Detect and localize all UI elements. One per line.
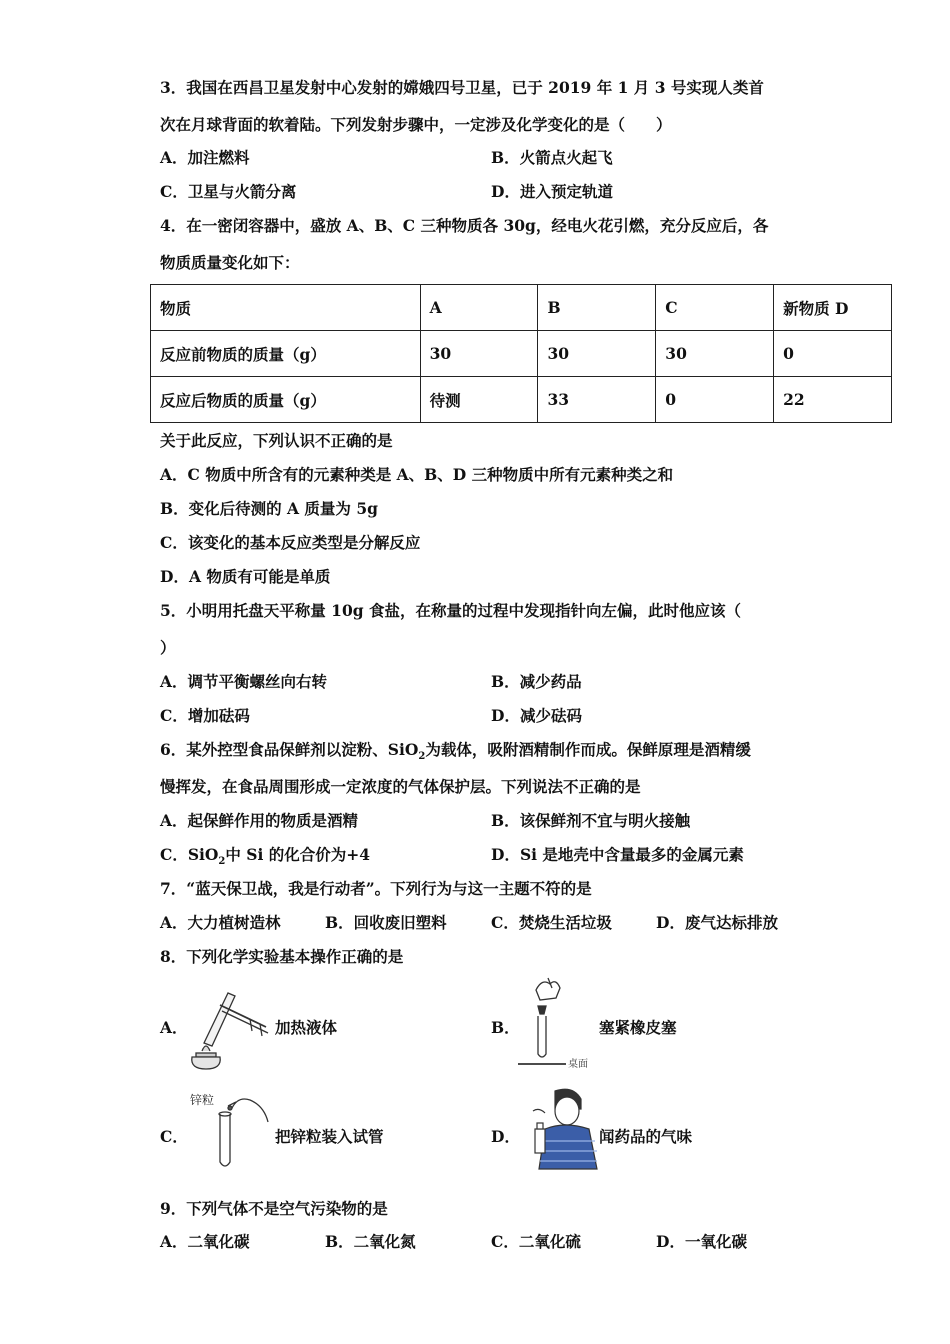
zinc-granule-icon [188,1088,272,1172]
q3-option-d: D．进入预定轨道 [491,182,613,201]
q5-stem-line2: ） [160,638,176,657]
table-cell: 22 [774,377,892,423]
insert-stopper-figure [516,976,598,1072]
q6-option-c: C．SiO$_2$中 Si 的化合价为+4 [160,845,371,868]
q6-stem-line2: 慢挥发，在食品周围形成一定浓度的气体保护层。下列说法不正确的是 [160,777,641,796]
q4-option-d: D．A 物质有可能是单质 [160,567,331,586]
table-header-cell: C [656,285,774,331]
table-cell: 0 [774,331,892,377]
q7-option-d: D．废气达标排放 [656,913,778,932]
table-surface-label: 桌面 [568,1059,588,1070]
q8-option-b-label: 塞紧橡皮塞 [599,1018,677,1037]
q9-option-b: B．二氧化氮 [325,1232,416,1251]
q8-option-c-letter: C． [160,1127,188,1146]
q5-option-b: B．减少药品 [491,672,582,691]
table-cell: 待测 [420,377,538,423]
q5-option-a: A．调节平衡螺丝向右转 [160,672,328,691]
table-header-row [151,285,892,331]
q8-option-a-label: 加热液体 [275,1018,338,1037]
q6-stem-line1: 6．某外控型食品保鲜剂以淀粉、SiO$_2$为载体，吸附酒精制作而成。保鲜原理是酒精缓 [160,740,751,763]
table-cell: 30 [538,331,656,377]
q4-option-b: B．变化后待测的 A 质量为 5g [160,499,378,518]
q7-option-a: A．大力植树造林 [160,913,281,932]
q5-stem-line1: 5．小明用托盘天平称量 10g 食盐，在称量的过程中发现指针向左偏，此时他应该（ [160,601,741,620]
q3-stem-line1: 3．我国在西昌卫星发射中心发射的嫦娥四号卫星，已于 2019 年 1 月 3 号实现人类首 [160,78,764,97]
q5-option-c: C．增加砝码 [160,706,250,725]
q3-option-b: B．火箭点火起飞 [491,148,613,167]
q6-option-b: B．该保鲜剂不宜与明火接触 [491,811,691,830]
table-row [151,377,892,423]
q9-option-c: C．二氧化硫 [491,1232,581,1251]
q8-stem: 8．下列化学实验基本操作正确的是 [160,947,404,966]
heating-liquid-figure [186,983,272,1071]
q4-option-c: C．该变化的基本反应类型是分解反应 [160,533,421,552]
q7-stem: 7．“蓝天保卫战，我是行动者”。下列行为与这一主题不符的是 [160,879,592,898]
q6-option-a: A．起保鲜作用的物质是酒精 [160,811,359,830]
table-cell: 反应后物质的质量（g） [151,377,421,423]
table-cell: 反应前物质的质量（g） [151,331,421,377]
table-header-cell: A [420,285,538,331]
q4-stem-line1: 4．在一密闭容器中，盛放 A、B、C 三种物质各 30g，经电火花引燃，充分反应后，各 [160,216,769,235]
q7-option-c: C．焚烧生活垃圾 [491,913,612,932]
person-smelling-icon [525,1085,603,1171]
q3-stem-line2: 次在月球背面的软着陆。下列发射步骤中，一定涉及化学变化的是（ ） [160,115,672,134]
zinc-label: 锌粒 [190,1093,215,1107]
q9-option-d: D．一氧化碳 [656,1232,747,1251]
q3-option-a: A．加注燃料 [160,148,250,167]
table-cell: 0 [656,377,774,423]
q4-prompt: 关于此反应，下列认识不正确的是 [160,431,393,450]
q4-stem-line2: 物质质量变化如下： [160,253,300,272]
q8-option-c-label: 把锌粒装入试管 [275,1127,384,1146]
table-header-cell: 物质 [151,285,421,331]
q6-option-d: D．Si 是地壳中含量最多的金属元素 [491,845,744,864]
mass-change-table [150,284,892,423]
zinc-into-tube-figure [188,1088,272,1172]
q8-option-d-label: 闻药品的气味 [599,1127,693,1146]
table-cell: 30 [420,331,538,377]
q7-option-b: B．回收废旧塑料 [325,913,447,932]
q5-option-d: D．减少砝码 [491,706,582,725]
table-header-cell: 新物质 D [774,285,892,331]
q3-option-c: C．卫星与火箭分离 [160,182,297,201]
q9-stem: 9．下列气体不是空气污染物的是 [160,1199,388,1218]
table-cell: 33 [538,377,656,423]
q4-option-a: A．C 物质中所含有的元素种类是 A、B、D 三种物质中所有元素种类之和 [160,465,674,484]
q8-option-a-letter: A． [160,1018,188,1037]
rubber-stopper-icon [516,976,598,1072]
table-row [151,331,892,377]
q9-option-a: A．二氧化碳 [160,1232,250,1251]
table-cell: 30 [656,331,774,377]
q8-option-b-letter: B． [491,1018,520,1037]
table-header-cell: B [538,285,656,331]
smelling-chemical-figure [525,1085,603,1171]
q8-option-d-letter: D． [491,1127,520,1146]
test-tube-holder-icon [186,983,272,1071]
